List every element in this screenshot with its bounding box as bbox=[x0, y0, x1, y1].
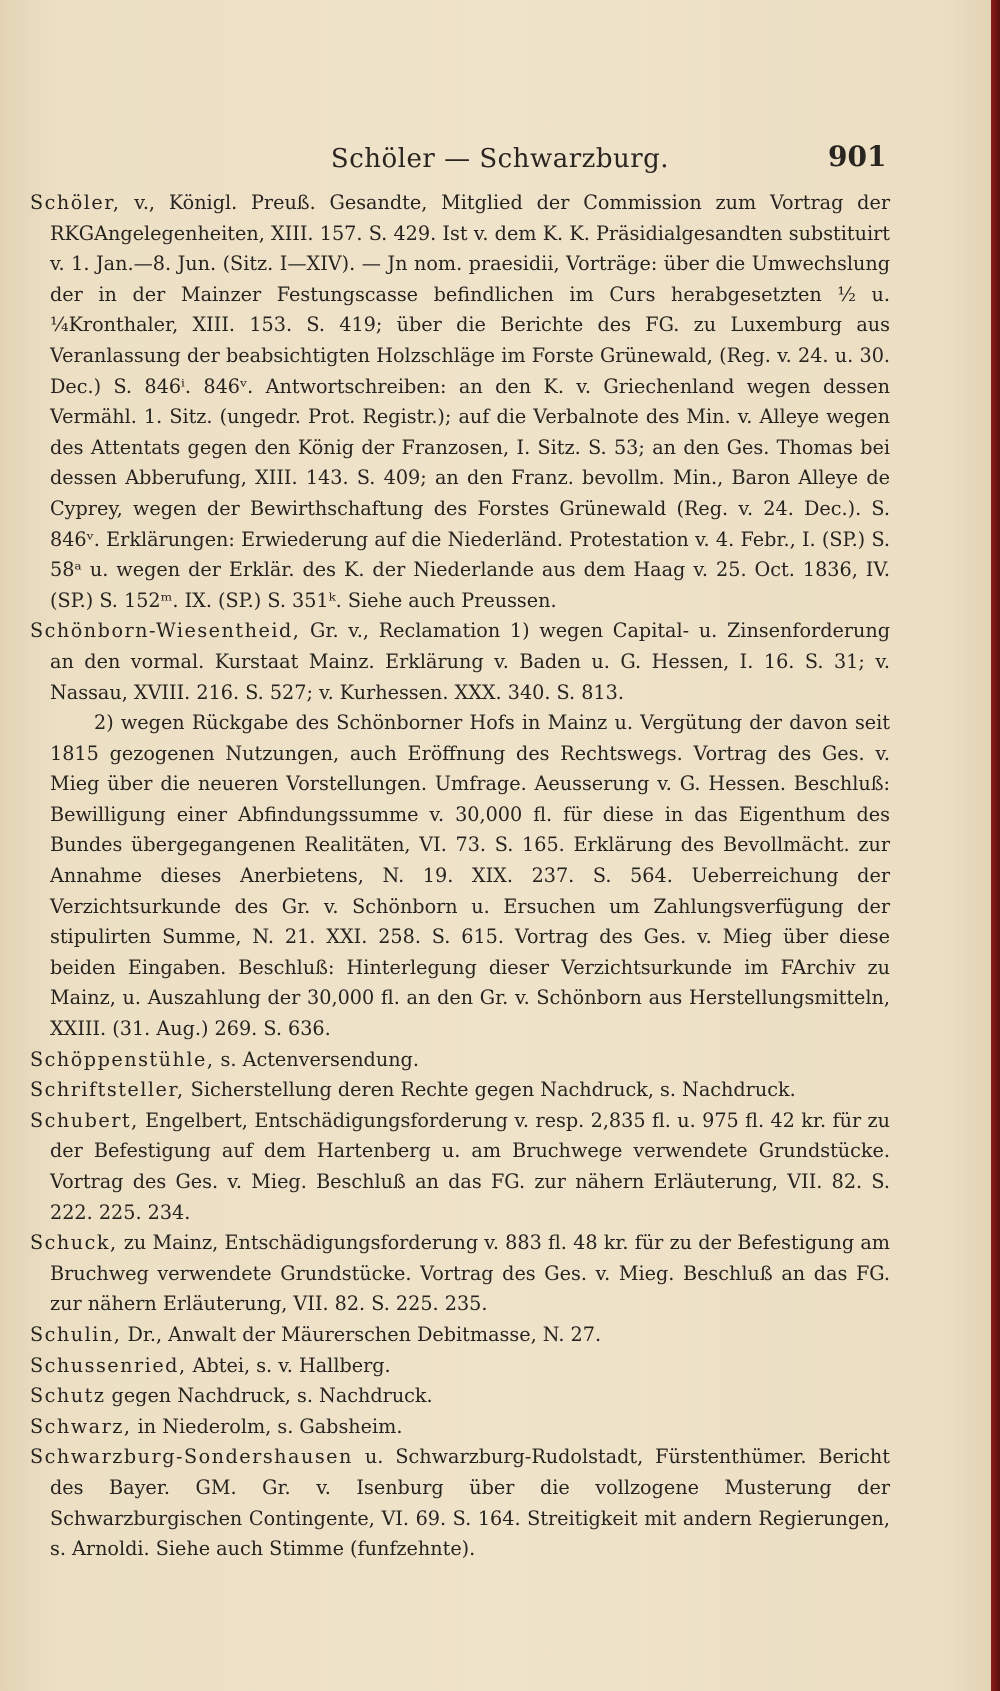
entry-headword: Schuck, bbox=[30, 1231, 118, 1255]
index-entry bbox=[30, 1045, 890, 1076]
page-number: 901 bbox=[828, 140, 887, 173]
index-entry bbox=[30, 616, 890, 708]
index-entries bbox=[30, 188, 890, 1565]
entry-text: Abtei, s. v. Hallberg. bbox=[186, 1353, 391, 1377]
entry-text: Sicherstellung deren Rechte gegen Nachdruck, s. Nachdruck. bbox=[184, 1078, 796, 1102]
entry-text: Gr. v., Reclamation 1) wegen Capital- u. Zinsenforderung an den vormal. Kurstaat Mainz. Erklärung v. Baden u. G. Hessen, I. 16. S. 31; v. Nassau, XVIII. 216. S. 527; v. Kurhessen. XXX. 340. S. 813. bbox=[50, 619, 890, 704]
index-entry bbox=[30, 1351, 890, 1382]
entry-headword: Schutz bbox=[30, 1384, 106, 1408]
index-entry bbox=[30, 1320, 890, 1351]
page-edge bbox=[991, 0, 1000, 1691]
entry-text: Dr., Anwalt der Mäurerschen Debitmasse, N. 27. bbox=[121, 1322, 602, 1346]
entry-headword: Schönborn-Wiesentheid, bbox=[30, 619, 301, 643]
index-entry bbox=[30, 1412, 890, 1443]
entry-headword: Schriftsteller, bbox=[30, 1078, 185, 1102]
entry-text: Engelbert, Entschädigungsforderung v. resp. 2,835 fl. u. 975 fl. 42 kr. für zu der Befestigung auf dem Hartenberg u. am Bruchwege verwendete Grundstücke. Vortrag des Ges. v. Mieg. Beschluß an das FG. zur nähern Erläuterung, VII. 82. S. 222. 225. 234. bbox=[50, 1108, 890, 1224]
entry-text: gegen Nachdruck, s. Nachdruck. bbox=[105, 1384, 433, 1408]
entry-headword: Schöler, bbox=[30, 191, 121, 214]
entry-headword: Schöppenstühle, bbox=[30, 1047, 215, 1071]
entry-headword: Schwarzburg-Sondershausen bbox=[30, 1445, 353, 1469]
entry-headword: Schwarz, bbox=[30, 1414, 132, 1438]
entry-headword: Schulin, bbox=[30, 1322, 122, 1346]
entry-text: u. Schwarzburg-Rudolstadt, Fürstenthümer. Bericht des Bayer. GM. Gr. v. Isenburg über die vollzogene Musterung der Schwarzburgischen Contingente, VI. 69. S. 164. Streitigkeit mit andern Regierungen, s. Arnoldi. Siehe auch Stimme (funfzehnte). bbox=[50, 1445, 890, 1561]
running-title: Schöler — Schwarzburg. bbox=[330, 144, 670, 174]
entry-text: in Niederolm, s. Gabsheim. bbox=[131, 1414, 403, 1438]
index-entry bbox=[30, 1381, 890, 1412]
index-entry bbox=[30, 1106, 890, 1228]
index-entry bbox=[30, 1228, 890, 1320]
index-entry-continuation bbox=[30, 708, 890, 1045]
entry-text: 2) wegen Rückgabe des Schönborner Hofs in Mainz u. Vergütung der davon seit 1815 gezogenen Nutzungen, auch Eröffnung des Rechtswegs. Vortrag des Ges. v. Mieg über die neueren Vorstellungen. Umfrage. Aeusserung v. G. Hessen. Beschluß: Bewilligung einer Abfindungssumme v. 30,000 fl. für diese in das Eigenthum des Bundes übergegangenen Realitäten, VI. 73. S. 165. Erklärung des Bevollmächt. zur Annahme dieses Anerbietens, N. 19. XIX. 237. S. 564. Ueberreichung der Verzichtsurkunde des Gr. v. Schönborn u. Ersuchen um Zahlungsverfügung der stipulirten Summe, N. 21. XXI. 258. S. 615. Vortrag des Ges. v. Mieg über diese beiden Eingaben. Beschluß: Hinterlegung dieser Verzichtsurkunde im FArchiv zu Mainz, u. Auszahlung der 30,000 fl. an den Gr. v. Schönborn aus Herstellungsmitteln, XXIII. (31. Aug.) 269. S. 636. bbox=[50, 711, 890, 1041]
index-entry bbox=[30, 188, 890, 616]
entry-text: v., Königl. Preuß. Gesandte, Mitglied der Commission zum Vortrag der RKGAngelegenheiten, XIII. 157. S. 429. Ist v. dem K. K. Präsidialgesandten substituirt v. 1. Jan.—8. Jun. (Sitz. I—XIV). — Jn nom. praesidii, Vorträge: über die Umwechslung der in der Mainzer Festungscasse befindlichen im Curs herabgesetzten ½ u. ¼Kronthaler, XIII. 153. S. 419; über die Berichte des FG. zu Luxemburg aus Veranlassung der beabsichtigten Holzschläge im Forste Grünewald, (Reg. v. 24. u. 30. Dec.) S. 846ⁱ. 846ᵛ. Antwortschreiben: an den K. v. Griechenland wegen dessen Vermähl. 1. Sitz. (ungedr. Prot. Registr.); auf die Verbalnote des Min. v. Alleye wegen des Attentats gegen den König der Franzosen, I. Sitz. S. 53; an den Ges. Thomas bei dessen Abberufung, XIII. 143. S. 409; an den Franz. bevollm. Min., Baron Alleye de Cyprey, wegen der Bewirthschaftung des Forstes Grünewald (Reg. v. 24. Dec.). S. 846ᵛ. Erklärungen: Erwiederung auf die Niederländ. Protestation v. 4. Febr., I. (SP.) S. 58ᵃ u. wegen der Erklär. des K. der Niederlande aus dem Haag v. 25. Oct. 1836, IV. (SP.) S. 152ᵐ. IX. (SP.) S. 351ᵏ. Siehe auch Preussen. bbox=[50, 191, 890, 612]
index-entry bbox=[30, 1075, 890, 1106]
running-header bbox=[0, 140, 1000, 190]
entry-text: s. Actenversendung. bbox=[214, 1047, 419, 1071]
entry-headword: Schubert, bbox=[30, 1108, 139, 1132]
index-entry bbox=[30, 1442, 890, 1564]
entry-text: zu Mainz, Entschädigungsforderung v. 883 fl. 48 kr. für zu der Befestigung am Bruchweg verwendete Grundstücke. Vortrag des Ges. v. Mieg. Beschluß an das FG. zur nähern Erläuterung, VII. 82. S. 225. 235. bbox=[50, 1231, 890, 1316]
entry-headword: Schussenried, bbox=[30, 1353, 187, 1377]
